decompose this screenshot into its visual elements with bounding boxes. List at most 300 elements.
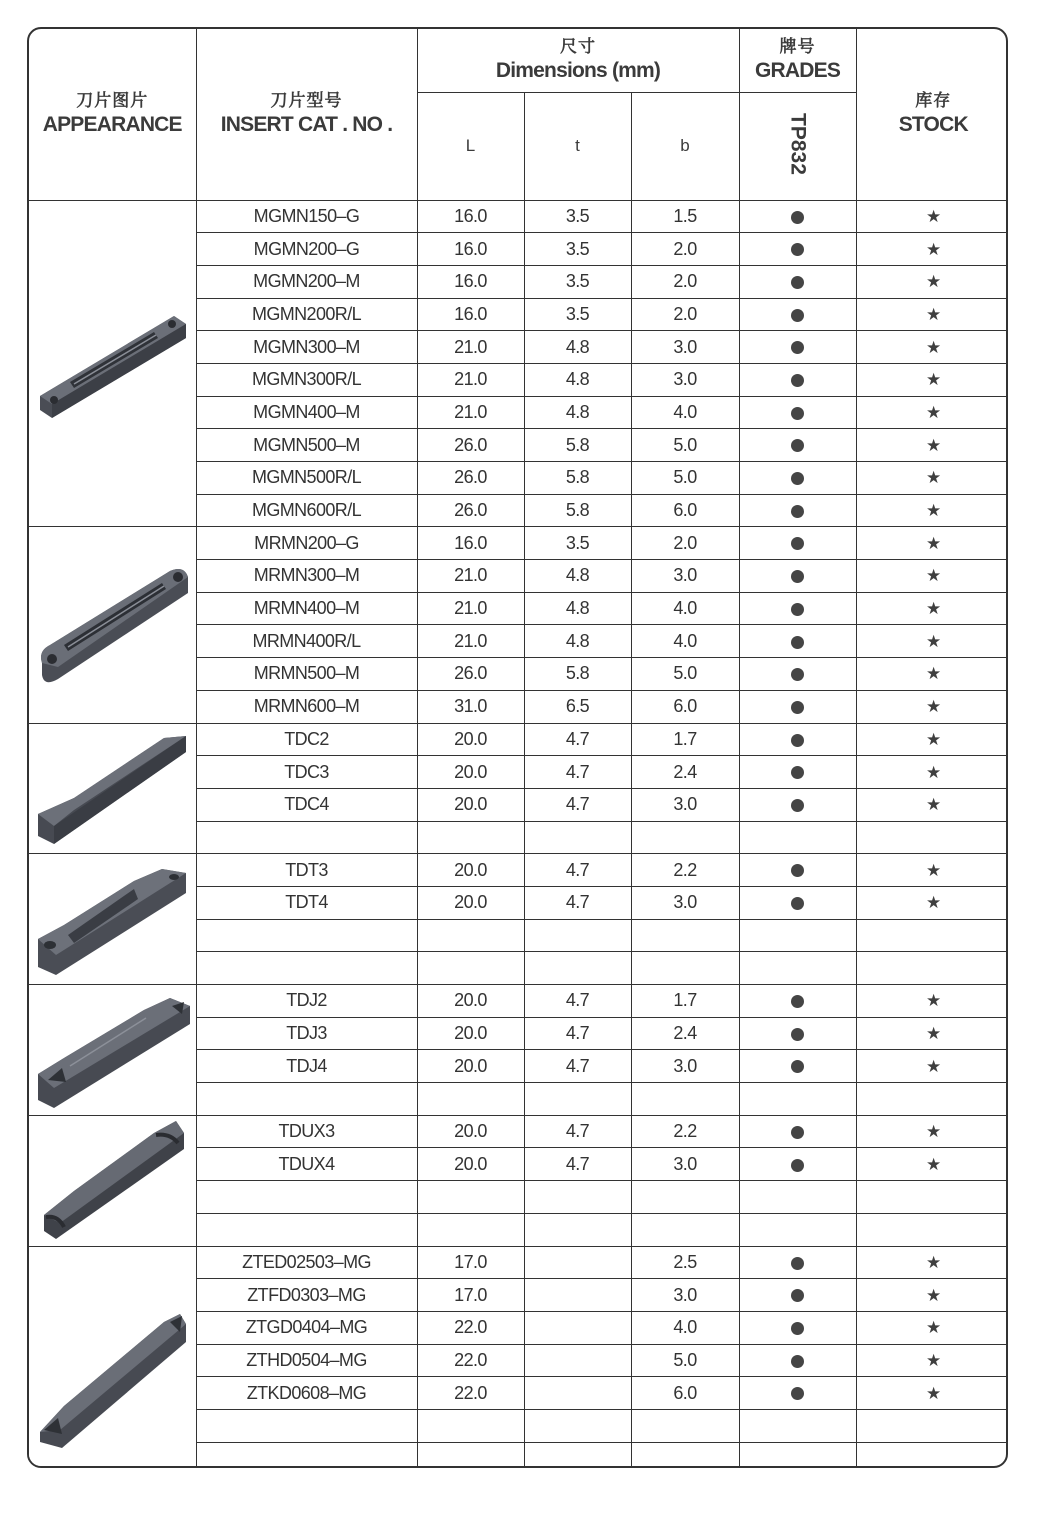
grade-cell bbox=[739, 1181, 856, 1214]
stock-cell bbox=[856, 854, 1008, 887]
dim-t-cell: 3.5 bbox=[524, 265, 631, 298]
cat-no-cell: TDT3 bbox=[196, 854, 417, 887]
dim-L-cell: 20.0 bbox=[417, 1050, 524, 1083]
grade-available-dot-icon bbox=[791, 995, 804, 1008]
in-stock-star-icon: ★ bbox=[925, 435, 941, 455]
dim-t-cell bbox=[524, 919, 631, 952]
dim-L-cell: 22.0 bbox=[417, 1344, 524, 1377]
in-stock-star-icon: ★ bbox=[925, 697, 941, 717]
grade-available-dot-icon bbox=[791, 472, 804, 485]
grade-cell bbox=[739, 1279, 856, 1312]
grade-available-dot-icon bbox=[791, 799, 804, 812]
cat-no-cell: TDC3 bbox=[196, 756, 417, 789]
header-dim-b: b bbox=[631, 92, 739, 200]
grade-available-dot-icon bbox=[791, 1126, 804, 1139]
dim-t-cell bbox=[524, 1344, 631, 1377]
dim-t-cell: 4.7 bbox=[524, 886, 631, 919]
stock-cell bbox=[856, 560, 1008, 593]
dim-L-cell bbox=[417, 952, 524, 985]
dim-L-cell bbox=[417, 1213, 524, 1246]
dim-t-cell: 6.5 bbox=[524, 690, 631, 723]
grade-cell bbox=[739, 886, 856, 919]
stock-cell bbox=[856, 625, 1008, 658]
dim-t-cell: 4.8 bbox=[524, 363, 631, 396]
stock-cell bbox=[856, 527, 1008, 560]
dim-L-cell: 16.0 bbox=[417, 233, 524, 266]
stock-cell bbox=[856, 1246, 1008, 1279]
stock-cell bbox=[856, 1017, 1008, 1050]
dim-t-cell: 4.7 bbox=[524, 1148, 631, 1181]
dim-b-cell: 3.0 bbox=[631, 363, 739, 396]
table-row bbox=[29, 985, 1008, 1018]
cat-no-cell: MRMN500–M bbox=[196, 658, 417, 691]
dim-L-cell: 21.0 bbox=[417, 363, 524, 396]
grade-available-dot-icon bbox=[791, 668, 804, 681]
dim-t-cell: 4.7 bbox=[524, 788, 631, 821]
dim-t-cell bbox=[524, 1279, 631, 1312]
grade-available-dot-icon bbox=[791, 276, 804, 289]
grade-label: TP832 bbox=[786, 112, 810, 175]
in-stock-star-icon: ★ bbox=[925, 664, 941, 684]
header-grades-cn: 牌号 bbox=[779, 37, 816, 57]
cat-no-cell: MGMN600R/L bbox=[196, 494, 417, 527]
grade-available-dot-icon bbox=[791, 1159, 804, 1172]
dim-b-cell: 1.5 bbox=[631, 200, 739, 233]
cat-no-cell: TDC2 bbox=[196, 723, 417, 756]
dim-L-cell: 31.0 bbox=[417, 690, 524, 723]
grade-available-dot-icon bbox=[791, 1289, 804, 1302]
insert-tdc-icon bbox=[29, 728, 196, 848]
header-insert-cat-no bbox=[196, 29, 417, 200]
grade-cell bbox=[739, 952, 856, 985]
dim-b-cell bbox=[631, 952, 739, 985]
dim-t-cell bbox=[524, 1213, 631, 1246]
dim-t-cell: 4.7 bbox=[524, 1050, 631, 1083]
grade-cell bbox=[739, 1148, 856, 1181]
dim-b-cell: 5.0 bbox=[631, 658, 739, 691]
cat-no-cell: MRMN400–M bbox=[196, 592, 417, 625]
in-stock-star-icon: ★ bbox=[925, 795, 941, 815]
stock-cell bbox=[856, 756, 1008, 789]
dim-b-cell bbox=[631, 1442, 739, 1468]
dim-t-cell: 3.5 bbox=[524, 200, 631, 233]
grade-cell bbox=[739, 723, 856, 756]
dim-b-cell bbox=[631, 1181, 739, 1214]
table-row bbox=[29, 723, 1008, 756]
dim-b-cell: 2.0 bbox=[631, 527, 739, 560]
cat-no-cell: TDJ3 bbox=[196, 1017, 417, 1050]
insert-zt-icon bbox=[29, 1302, 196, 1452]
grade-cell bbox=[739, 1344, 856, 1377]
in-stock-star-icon: ★ bbox=[925, 1154, 941, 1174]
dim-t-cell: 5.8 bbox=[524, 429, 631, 462]
dim-t-cell bbox=[524, 1083, 631, 1116]
dim-L-cell: 20.0 bbox=[417, 788, 524, 821]
table-row bbox=[29, 854, 1008, 887]
insert-image-cell bbox=[29, 200, 196, 527]
table-row bbox=[29, 527, 1008, 560]
dim-t-cell: 4.8 bbox=[524, 625, 631, 658]
dim-b-cell: 1.7 bbox=[631, 723, 739, 756]
cat-no-cell: MGMN200–M bbox=[196, 265, 417, 298]
stock-cell bbox=[856, 363, 1008, 396]
grade-available-dot-icon bbox=[791, 897, 804, 910]
grade-available-dot-icon bbox=[791, 864, 804, 877]
stock-cell bbox=[856, 1344, 1008, 1377]
in-stock-star-icon: ★ bbox=[925, 272, 941, 292]
dim-L-cell: 22.0 bbox=[417, 1311, 524, 1344]
dim-b-cell bbox=[631, 919, 739, 952]
stock-cell bbox=[856, 1181, 1008, 1214]
in-stock-star-icon: ★ bbox=[925, 893, 941, 913]
dim-b-cell: 6.0 bbox=[631, 494, 739, 527]
in-stock-star-icon: ★ bbox=[925, 566, 941, 586]
in-stock-star-icon: ★ bbox=[925, 1383, 941, 1403]
stock-cell bbox=[856, 1377, 1008, 1410]
in-stock-star-icon: ★ bbox=[925, 631, 941, 651]
stock-cell bbox=[856, 1050, 1008, 1083]
cat-no-cell: MRMN400R/L bbox=[196, 625, 417, 658]
dim-L-cell: 16.0 bbox=[417, 527, 524, 560]
stock-cell bbox=[856, 919, 1008, 952]
dim-t-cell: 4.7 bbox=[524, 854, 631, 887]
grade-available-dot-icon bbox=[791, 309, 804, 322]
grade-cell bbox=[739, 462, 856, 495]
in-stock-star-icon: ★ bbox=[925, 762, 941, 782]
grade-available-dot-icon bbox=[791, 537, 804, 550]
dim-b-cell: 6.0 bbox=[631, 1377, 739, 1410]
stock-cell bbox=[856, 494, 1008, 527]
cat-no-cell: MGMN200R/L bbox=[196, 298, 417, 331]
stock-cell bbox=[856, 233, 1008, 266]
cat-no-cell: MGMN150–G bbox=[196, 200, 417, 233]
cat-no-cell: MGMN500R/L bbox=[196, 462, 417, 495]
grade-available-dot-icon bbox=[791, 1355, 804, 1368]
cat-no-cell: ZTHD0504–MG bbox=[196, 1344, 417, 1377]
dim-t-cell bbox=[524, 1409, 631, 1442]
stock-cell bbox=[856, 265, 1008, 298]
insert-catalog-table bbox=[29, 29, 1008, 1468]
dim-L-cell: 21.0 bbox=[417, 560, 524, 593]
insert-mrmn-icon bbox=[29, 555, 196, 695]
cat-no-cell: MGMN400–M bbox=[196, 396, 417, 429]
grade-cell bbox=[739, 625, 856, 658]
dim-b-cell: 3.0 bbox=[631, 788, 739, 821]
dim-L-cell: 16.0 bbox=[417, 265, 524, 298]
grade-available-dot-icon bbox=[791, 570, 804, 583]
dim-b-cell: 4.0 bbox=[631, 1311, 739, 1344]
in-stock-star-icon: ★ bbox=[925, 402, 941, 422]
dim-t-cell: 3.5 bbox=[524, 527, 631, 560]
grade-cell bbox=[739, 985, 856, 1018]
grade-available-dot-icon bbox=[791, 1028, 804, 1041]
dim-t-cell bbox=[524, 821, 631, 854]
header-appearance-en: APPEARANCE bbox=[42, 113, 182, 137]
header-grades-en: GRADES bbox=[754, 59, 841, 83]
header-grades bbox=[739, 29, 856, 92]
dim-t-cell: 4.8 bbox=[524, 560, 631, 593]
grade-available-dot-icon bbox=[791, 439, 804, 452]
cat-no-cell: MRMN600–M bbox=[196, 690, 417, 723]
grade-available-dot-icon bbox=[791, 1257, 804, 1270]
grade-cell bbox=[739, 658, 856, 691]
table-row bbox=[29, 200, 1008, 233]
cat-no-cell: TDJ2 bbox=[196, 985, 417, 1018]
insert-tdt-icon bbox=[29, 859, 196, 979]
dim-b-cell: 2.2 bbox=[631, 854, 739, 887]
in-stock-star-icon: ★ bbox=[925, 501, 941, 521]
dim-L-cell: 26.0 bbox=[417, 658, 524, 691]
grade-cell bbox=[739, 560, 856, 593]
grade-cell bbox=[739, 1442, 856, 1468]
header-appearance bbox=[29, 29, 196, 200]
dim-L-cell: 21.0 bbox=[417, 331, 524, 364]
cat-no-cell: MRMN300–M bbox=[196, 560, 417, 593]
stock-cell bbox=[856, 1409, 1008, 1442]
table-row bbox=[29, 1246, 1008, 1279]
dim-b-cell: 2.0 bbox=[631, 233, 739, 266]
dim-L-cell: 17.0 bbox=[417, 1246, 524, 1279]
insert-mgmn-icon bbox=[29, 298, 196, 428]
grade-available-dot-icon bbox=[791, 341, 804, 354]
stock-cell bbox=[856, 1115, 1008, 1148]
dim-L-cell bbox=[417, 1409, 524, 1442]
dim-L-cell: 20.0 bbox=[417, 1148, 524, 1181]
dim-L-cell bbox=[417, 919, 524, 952]
grade-available-dot-icon bbox=[791, 243, 804, 256]
in-stock-star-icon: ★ bbox=[925, 991, 941, 1011]
grade-cell bbox=[739, 233, 856, 266]
in-stock-star-icon: ★ bbox=[925, 304, 941, 324]
grade-available-dot-icon bbox=[791, 1387, 804, 1400]
stock-cell bbox=[856, 658, 1008, 691]
stock-cell bbox=[856, 788, 1008, 821]
dim-t-cell: 5.8 bbox=[524, 494, 631, 527]
dim-L-cell: 20.0 bbox=[417, 756, 524, 789]
insert-image-cell bbox=[29, 1246, 196, 1468]
header-insert-en: INSERT CAT . NO . bbox=[220, 113, 393, 137]
stock-cell bbox=[856, 429, 1008, 462]
cat-no-cell bbox=[196, 1181, 417, 1214]
dim-b-cell: 2.4 bbox=[631, 756, 739, 789]
grade-cell bbox=[739, 494, 856, 527]
grade-cell bbox=[739, 756, 856, 789]
dim-t-cell: 4.7 bbox=[524, 1017, 631, 1050]
dim-t-cell: 4.7 bbox=[524, 1115, 631, 1148]
dim-b-cell bbox=[631, 1083, 739, 1116]
dim-t-cell bbox=[524, 952, 631, 985]
insert-image-cell bbox=[29, 985, 196, 1116]
header-grade-tp832 bbox=[739, 92, 856, 200]
dim-L-cell: 21.0 bbox=[417, 396, 524, 429]
dim-t-cell: 4.7 bbox=[524, 985, 631, 1018]
in-stock-star-icon: ★ bbox=[925, 337, 941, 357]
insert-image-cell bbox=[29, 723, 196, 854]
dim-b-cell: 5.0 bbox=[631, 462, 739, 495]
grade-available-dot-icon bbox=[791, 1060, 804, 1073]
dim-L-cell bbox=[417, 1442, 524, 1468]
grade-available-dot-icon bbox=[791, 734, 804, 747]
grade-cell bbox=[739, 854, 856, 887]
dim-b-cell: 2.4 bbox=[631, 1017, 739, 1050]
grade-cell bbox=[739, 1213, 856, 1246]
header-stock bbox=[856, 29, 1008, 200]
dim-b-cell: 3.0 bbox=[631, 560, 739, 593]
grade-cell bbox=[739, 1083, 856, 1116]
stock-cell bbox=[856, 1083, 1008, 1116]
insert-catalog-sheet bbox=[27, 27, 1008, 1468]
dim-b-cell: 3.0 bbox=[631, 1279, 739, 1312]
grade-available-dot-icon bbox=[791, 1322, 804, 1335]
dim-L-cell: 21.0 bbox=[417, 625, 524, 658]
in-stock-star-icon: ★ bbox=[925, 370, 941, 390]
dim-L-cell bbox=[417, 1181, 524, 1214]
in-stock-star-icon: ★ bbox=[925, 206, 941, 226]
cat-no-cell bbox=[196, 1409, 417, 1442]
cat-no-cell: TDT4 bbox=[196, 886, 417, 919]
table-row bbox=[29, 1115, 1008, 1148]
header-dimensions bbox=[417, 29, 739, 92]
dim-b-cell: 6.0 bbox=[631, 690, 739, 723]
dim-L-cell: 20.0 bbox=[417, 1115, 524, 1148]
stock-cell bbox=[856, 952, 1008, 985]
insert-image-cell bbox=[29, 854, 196, 985]
stock-cell bbox=[856, 1148, 1008, 1181]
dim-L-cell: 20.0 bbox=[417, 723, 524, 756]
cat-no-cell bbox=[196, 952, 417, 985]
in-stock-star-icon: ★ bbox=[925, 1318, 941, 1338]
dim-t-cell: 4.8 bbox=[524, 331, 631, 364]
dim-L-cell: 20.0 bbox=[417, 886, 524, 919]
dim-t-cell bbox=[524, 1181, 631, 1214]
cat-no-cell: MRMN200–G bbox=[196, 527, 417, 560]
stock-cell bbox=[856, 886, 1008, 919]
grade-cell bbox=[739, 1017, 856, 1050]
grade-cell bbox=[739, 298, 856, 331]
dim-t-cell bbox=[524, 1311, 631, 1344]
dim-L-cell: 16.0 bbox=[417, 200, 524, 233]
insert-image-cell bbox=[29, 1115, 196, 1246]
grade-cell bbox=[739, 1377, 856, 1410]
dim-t-cell bbox=[524, 1246, 631, 1279]
cat-no-cell: MGMN300–M bbox=[196, 331, 417, 364]
cat-no-cell: MGMN300R/L bbox=[196, 363, 417, 396]
dim-b-cell: 3.0 bbox=[631, 1050, 739, 1083]
dim-b-cell bbox=[631, 1409, 739, 1442]
dim-L-cell bbox=[417, 1083, 524, 1116]
cat-no-cell: MGMN500–M bbox=[196, 429, 417, 462]
dim-t-cell: 4.8 bbox=[524, 592, 631, 625]
dim-L-cell: 26.0 bbox=[417, 494, 524, 527]
cat-no-cell: ZTFD0303–MG bbox=[196, 1279, 417, 1312]
in-stock-star-icon: ★ bbox=[925, 860, 941, 880]
dim-b-cell: 4.0 bbox=[631, 625, 739, 658]
dim-t-cell: 4.7 bbox=[524, 756, 631, 789]
grade-cell bbox=[739, 821, 856, 854]
cat-no-cell: TDJ4 bbox=[196, 1050, 417, 1083]
header-dim-t: t bbox=[524, 92, 631, 200]
cat-no-cell: TDUX4 bbox=[196, 1148, 417, 1181]
dim-b-cell: 2.0 bbox=[631, 298, 739, 331]
dim-b-cell: 4.0 bbox=[631, 592, 739, 625]
grade-cell bbox=[739, 1311, 856, 1344]
grade-cell bbox=[739, 690, 856, 723]
stock-cell bbox=[856, 200, 1008, 233]
cat-no-cell: ZTKD0608–MG bbox=[196, 1377, 417, 1410]
grade-cell bbox=[739, 788, 856, 821]
stock-cell bbox=[856, 331, 1008, 364]
grade-cell bbox=[739, 1050, 856, 1083]
grade-available-dot-icon bbox=[791, 766, 804, 779]
in-stock-star-icon: ★ bbox=[925, 599, 941, 619]
cat-no-cell: ZTGD0404–MG bbox=[196, 1311, 417, 1344]
grade-cell bbox=[739, 1246, 856, 1279]
grade-available-dot-icon bbox=[791, 636, 804, 649]
in-stock-star-icon: ★ bbox=[925, 468, 941, 488]
cat-no-cell bbox=[196, 1083, 417, 1116]
grade-available-dot-icon bbox=[791, 211, 804, 224]
grade-cell bbox=[739, 592, 856, 625]
grade-cell bbox=[739, 1115, 856, 1148]
dim-L-cell: 20.0 bbox=[417, 1017, 524, 1050]
stock-cell bbox=[856, 592, 1008, 625]
grade-cell bbox=[739, 1409, 856, 1442]
in-stock-star-icon: ★ bbox=[925, 1252, 941, 1272]
stock-cell bbox=[856, 1311, 1008, 1344]
dim-b-cell: 3.0 bbox=[631, 331, 739, 364]
grade-available-dot-icon bbox=[791, 407, 804, 420]
stock-cell bbox=[856, 1213, 1008, 1246]
grade-available-dot-icon bbox=[791, 505, 804, 518]
grade-cell bbox=[739, 396, 856, 429]
grade-cell bbox=[739, 363, 856, 396]
in-stock-star-icon: ★ bbox=[925, 1024, 941, 1044]
dim-b-cell: 3.0 bbox=[631, 886, 739, 919]
grade-available-dot-icon bbox=[791, 374, 804, 387]
dim-L-cell bbox=[417, 821, 524, 854]
dim-t-cell bbox=[524, 1377, 631, 1410]
dim-b-cell: 2.0 bbox=[631, 265, 739, 298]
dim-b-cell: 5.0 bbox=[631, 429, 739, 462]
stock-cell bbox=[856, 690, 1008, 723]
grade-cell bbox=[739, 919, 856, 952]
stock-cell bbox=[856, 396, 1008, 429]
header-dimensions-cn: 尺寸 bbox=[560, 37, 596, 57]
dim-t-cell: 3.5 bbox=[524, 233, 631, 266]
grade-cell bbox=[739, 527, 856, 560]
stock-cell bbox=[856, 1442, 1008, 1468]
insert-tdj-icon bbox=[29, 990, 196, 1110]
stock-cell bbox=[856, 723, 1008, 756]
cat-no-cell bbox=[196, 1213, 417, 1246]
grade-cell bbox=[739, 429, 856, 462]
cat-no-cell bbox=[196, 821, 417, 854]
dim-t-cell bbox=[524, 1442, 631, 1468]
stock-cell bbox=[856, 821, 1008, 854]
grade-available-dot-icon bbox=[791, 603, 804, 616]
cat-no-cell: ZTED02503–MG bbox=[196, 1246, 417, 1279]
dim-b-cell: 2.5 bbox=[631, 1246, 739, 1279]
dim-t-cell: 4.8 bbox=[524, 396, 631, 429]
in-stock-star-icon: ★ bbox=[925, 1285, 941, 1305]
header-insert-cn: 刀片型号 bbox=[270, 91, 343, 111]
stock-cell bbox=[856, 298, 1008, 331]
in-stock-star-icon: ★ bbox=[925, 239, 941, 259]
in-stock-star-icon: ★ bbox=[925, 1122, 941, 1142]
dim-L-cell: 16.0 bbox=[417, 298, 524, 331]
header-dimensions-en: Dimensions (mm) bbox=[495, 59, 661, 83]
header-dim-L: L bbox=[417, 92, 524, 200]
